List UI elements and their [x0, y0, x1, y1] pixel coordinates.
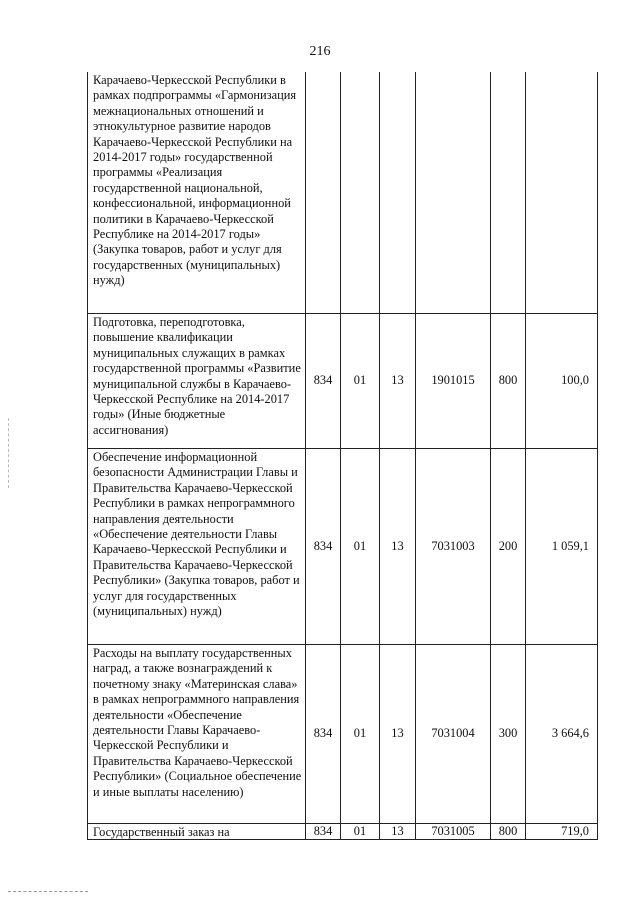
- amount-cell: 100,0: [526, 314, 598, 449]
- expense-type-cell: 800: [491, 824, 526, 840]
- subsection-code-cell: 13: [380, 314, 416, 449]
- row-description: Обеспечение информационной безопасности Администрации Главы и Правительства Карачаево-Черкесской Республики в рамках непрограммного направления деятельности «Обеспечение деятельности Главы Карачаево-Черкесской Республики и Правительства Карачаево-Черкесской Республики» (Закупка товаров, работ и услуг для государственных (муниципальных) нужд): [88, 449, 306, 645]
- row-description: Карачаево-Черкесской Республики в рамках подпрограммы «Гармонизация межнациональных отношений и этнокультурное развитие народов Карачаево-Черкесской Республики на 2014-2017 годы» государственной программы «Реализация государственной национальной, конфессиональной, информационной политики в Карачаево-Черкесской Республике на 2014-2017 годы» (Закупка товаров, работ и услуг для государственных (муниципальных) нужд): [88, 72, 306, 314]
- subsection-code-cell: 13: [380, 645, 416, 824]
- table-row: [88, 449, 598, 645]
- table-row: [88, 824, 598, 840]
- ministry-code-cell: [306, 72, 341, 314]
- section-code-cell: 01: [341, 314, 380, 449]
- row-description: Государственный заказ на: [88, 824, 306, 840]
- table-row: [88, 314, 598, 449]
- amount-cell: 719,0: [526, 824, 598, 840]
- amount-cell: 3 664,6: [526, 645, 598, 824]
- ministry-code-cell: 834: [306, 645, 341, 824]
- table-row: [88, 645, 598, 824]
- page-number: 216: [309, 44, 331, 59]
- expense-type-cell: 200: [491, 449, 526, 645]
- budget-table: [87, 72, 598, 840]
- target-article-cell: 7031004: [416, 645, 491, 824]
- expense-type-cell: 300: [491, 645, 526, 824]
- scan-footer-mark: [8, 891, 88, 892]
- target-article-cell: 7031005: [416, 824, 491, 840]
- expense-type-cell: 800: [491, 314, 526, 449]
- scan-margin-mark: [8, 418, 10, 488]
- ministry-code-cell: 834: [306, 449, 341, 645]
- target-article-cell: [416, 72, 491, 314]
- subsection-code-cell: 13: [380, 824, 416, 840]
- subsection-code-cell: 13: [380, 449, 416, 645]
- amount-cell: [526, 72, 598, 314]
- subsection-code-cell: [380, 72, 416, 314]
- ministry-code-cell: 834: [306, 314, 341, 449]
- target-article-cell: 1901015: [416, 314, 491, 449]
- amount-cell: 1 059,1: [526, 449, 598, 645]
- section-code-cell: 01: [341, 449, 380, 645]
- section-code-cell: 01: [341, 645, 380, 824]
- ministry-code-cell: 834: [306, 824, 341, 840]
- target-article-cell: 7031003: [416, 449, 491, 645]
- row-description: Расходы на выплату государственных наград, а также вознаграждений к почетному знаку «Материнская слава» в рамках непрограммного направления деятельности «Обеспечение деятельности Главы Карачаево-Черкесской Республики и Правительства Карачаево-Черкесской Республики» (Социальное обеспечение и иные выплаты населению): [88, 645, 306, 824]
- row-description: Подготовка, переподготовка, повышение квалификации муниципальных служащих в рамках государственной программы «Развитие муниципальной службы в Карачаево-Черкесской Республике на 2014-2017 годы» (Иные бюджетные ассигнования): [88, 314, 306, 449]
- expense-type-cell: [491, 72, 526, 314]
- table-row: [88, 72, 598, 314]
- section-code-cell: 01: [341, 824, 380, 840]
- section-code-cell: [341, 72, 380, 314]
